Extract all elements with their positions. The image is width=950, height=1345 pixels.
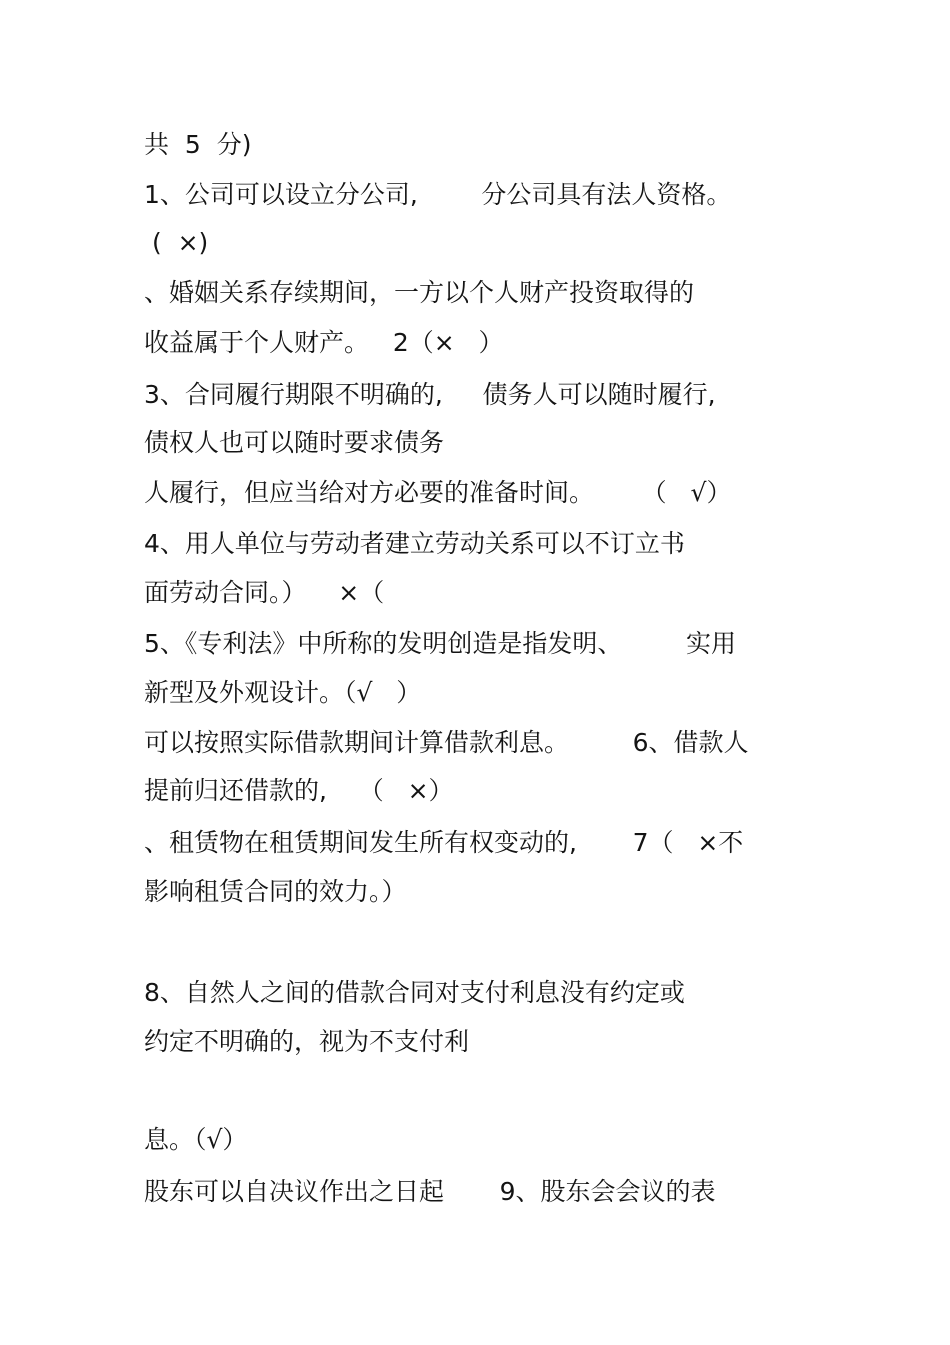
text-line: 收益属于个人财产。 2（× ） xyxy=(144,328,504,357)
text-line: 提前归还借款的, （ ×） xyxy=(144,776,454,805)
text-line: 共 5 分) xyxy=(144,130,252,159)
text-line: 1、公司可以设立分公司, 分公司具有法人资格。 xyxy=(144,180,732,209)
text-line: 息。（√） xyxy=(144,1125,248,1154)
text-line: 股东可以自决议作出之日起 9、股东会会议的表 xyxy=(144,1177,716,1206)
text-line: 新型及外观设计。（√ ） xyxy=(144,678,422,707)
text-line: 影响租赁合同的效力。） xyxy=(144,877,407,906)
text-line: 人履行，但应当给对方必要的准备时间。 （ √） xyxy=(144,478,732,507)
text-line: ( ×) xyxy=(144,228,209,257)
text-line: 5、《专利法》中所称的发明创造是指发明、 实用 xyxy=(144,629,736,658)
text-line: 、婚姻关系存续期间，一方以个人财产投资取得的 xyxy=(144,278,695,307)
text-line: 可以按照实际借款期间计算借款利息。 6、借款人 xyxy=(144,728,749,757)
text-line: 4、用人单位与劳动者建立劳动关系可以不订立书 xyxy=(144,529,685,558)
text-line: 、租赁物在租赁期间发生所有权变动的, 7（ ×不 xyxy=(144,828,744,857)
text-line: 面劳动合同。） ×（ xyxy=(144,578,385,607)
text-line: 约定不明确的，视为不支付利 xyxy=(144,1027,470,1056)
text-line: 8、自然人之间的借款合同对支付利息没有约定或 xyxy=(144,978,685,1007)
text-line: 债权人也可以随时要求债务 xyxy=(144,428,445,457)
text-line: 3、合同履行期限不明确的, 债务人可以随时履行, xyxy=(144,380,716,409)
